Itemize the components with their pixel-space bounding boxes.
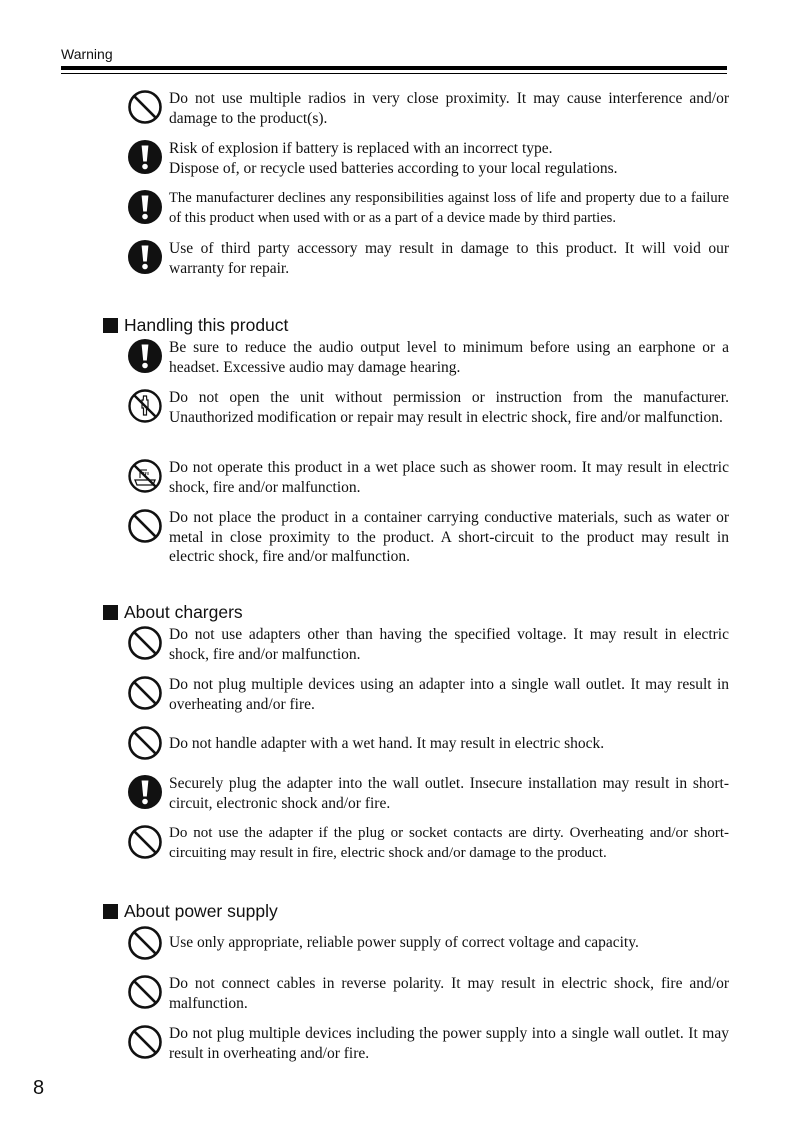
warning-text: Do not open the unit without permission or instruction from the manufacturer. Unauthorized modification or repair may result in electric shock, fire and/or malfunction. [169,389,729,426]
warning-text: Risk of explosion if battery is replaced with an incorrect type. Dispose of, or recycle used batteries according to your local regulations. [169,140,618,177]
warning-item [127,139,729,178]
mandatory-exclamation-icon [127,139,163,175]
warning-text: Be sure to reduce the audio output level to minimum before using an earphone or a headset. Excessive audio may damage hearing. [169,339,729,376]
warning-text: Do not use the adapter if the plug or socket contacts are dirty. Overheating and/or short-circuiting may result in fire, electric shock and/or damage to the product. [169,825,729,861]
prohibition-icon [127,1024,163,1060]
warning-item [127,625,729,664]
warning-text: Securely plug the adapter into the wall outlet. Insecure installation may result in short-circuit, electronic shock and/or fire. [169,775,729,812]
mandatory-exclamation-icon [127,774,163,810]
warning-item [127,89,729,128]
prohibition-icon [127,725,163,761]
header-rule-thin [61,73,727,74]
warning-item [127,458,729,497]
section-heading-chargers [103,602,243,623]
section-heading-handling [103,315,288,336]
section-heading-power-supply [103,901,278,922]
warning-text: Use of third party accessory may result in damage to this product. It will void our warranty for repair. [169,240,729,277]
warning-item [127,725,729,754]
prohibition-icon [127,974,163,1010]
warning-item [127,675,729,714]
prohibition-icon [127,925,163,961]
warning-item [127,189,729,228]
mandatory-exclamation-icon [127,189,163,225]
prohibition-icon [127,675,163,711]
warning-item [127,338,729,377]
no-wet-place-icon [127,458,163,494]
mandatory-exclamation-icon [127,239,163,275]
section-bullet-square [103,318,118,333]
warning-text: The manufacturer declines any responsibilities against loss of life and property due to a failure of this product when used with or as a part of a device made by third parties. [169,190,729,226]
warning-text: Do not use multiple radios in very close proximity. It may cause interference and/or damage to the product(s). [169,90,729,127]
warning-text: Do not plug multiple devices using an adapter into a single wall outlet. It may result in overheating and/or fire. [169,676,729,713]
warning-item [127,388,729,427]
section-bullet-square [103,605,118,620]
prohibition-icon [127,625,163,661]
no-disassembly-icon [127,388,163,424]
warning-item [127,974,729,1013]
prohibition-icon [127,508,163,544]
warning-item [127,239,729,278]
mandatory-exclamation-icon [127,338,163,374]
warning-text: Do not plug multiple devices including the power supply into a single wall outlet. It may result in overheating and/or fire. [169,1025,729,1062]
warning-item [127,925,729,953]
prohibition-icon [127,824,163,860]
warning-text: Do not connect cables in reverse polarity. It may result in electric shock, fire and/or malfunction. [169,975,729,1012]
page-number: 8 [33,1077,45,1099]
warning-item [127,1024,729,1063]
prohibition-icon [127,89,163,125]
section-bullet-square [103,904,118,919]
warning-item [127,508,729,567]
section-title: About chargers [124,602,243,622]
header-rule-thick [61,66,727,70]
warning-text: Do not use adapters other than having the specified voltage. It may result in electric shock, fire and/or malfunction. [169,626,729,663]
page-header-label: Warning [61,46,113,62]
warning-text: Do not handle adapter with a wet hand. It may result in electric shock. [169,735,605,752]
warning-item [127,774,729,813]
warning-item [127,824,729,863]
warning-text: Do not operate this product in a wet place such as shower room. It may result in electric shock, fire and/or malfunction. [169,459,729,496]
section-title: Handling this product [124,315,289,335]
section-title: About power supply [124,901,278,921]
warning-text: Do not place the product in a container carrying conductive materials, such as water or metal in close proximity to the product. A short-circuit to the product may result in electric shock, fire and/or malfunction. [169,509,729,565]
warning-text: Use only appropriate, reliable power supply of correct voltage and capacity. [169,934,639,951]
